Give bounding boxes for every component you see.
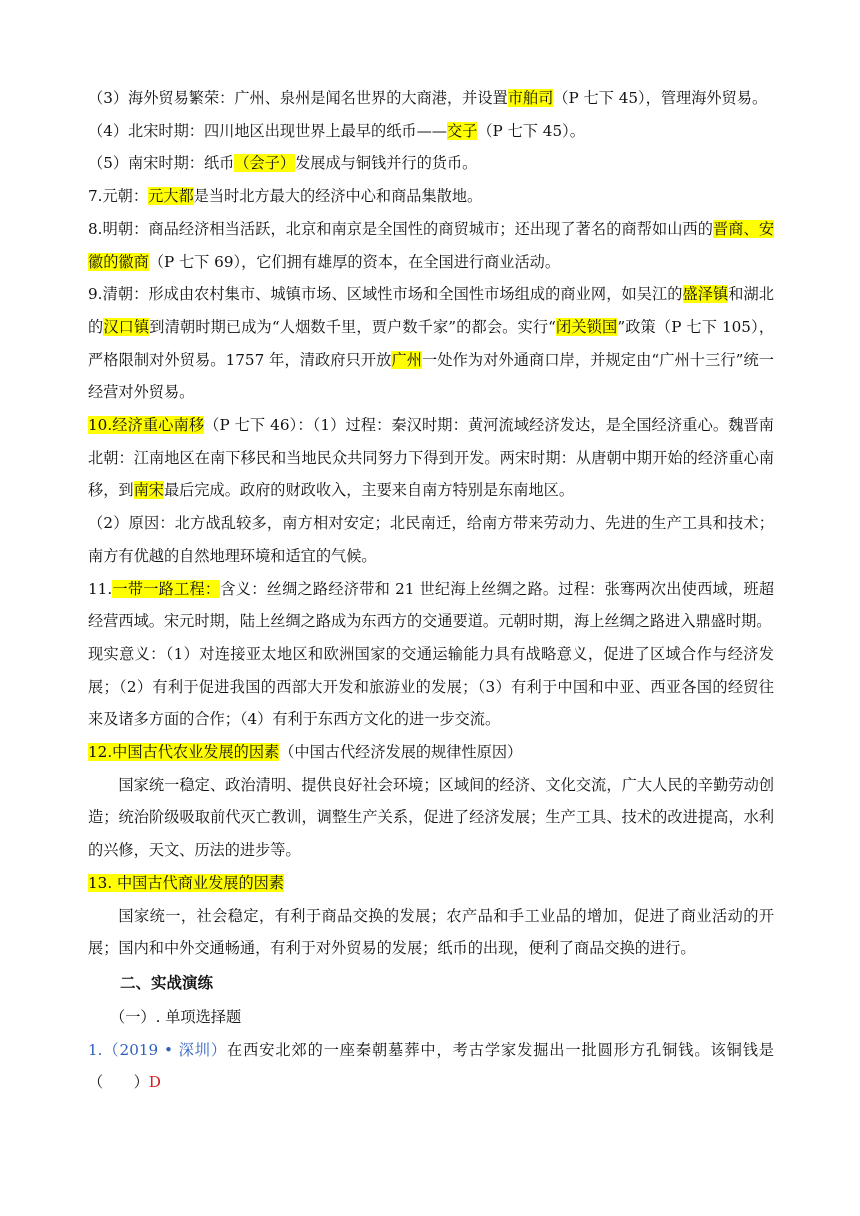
document-page (88, 82, 774, 1099)
highlight-economic-shift-title: 10.经济重心南移 (88, 416, 205, 435)
paragraph-economic-shift: 10.经济重心南移（P 七下 46）：（1）过程：秦汉时期：黄河流域经济发达，是全国经济重心。魏晋南北朝：江南地区在南下移民和当地民众共同努力下得到开发。两宋时期：从唐朝中期开始的经济重心南移，到南宋最后完成。政府的财政收入，主要来自南方特别是东南地区。 (88, 416, 774, 500)
paragraph-belt-road-significance: 现实意义：（1）对连接亚太地区和欧洲国家的交通运输能力具有战略意义，促进了区域合作与经济发展；（2）有利于促进我国的西部大开发和旅游业的发展；（3）有利于中国和中亚、西亚各国的经贸往来及诸多方面的合作；（4）有利于东西方文化的进一步交流。 (88, 644, 774, 729)
highlight-agriculture-title: 12.中国古代农业发展的因素 (88, 743, 280, 762)
highlight-jiaozi: 交子 (446, 121, 478, 140)
question-text: 在西安北郊的一座秦朝墓葬中，考古学家发掘出一批圆形方孔铜钱。该铜钱是（ ） (88, 1040, 774, 1092)
highlight-shengze: 盛泽镇 (682, 285, 729, 304)
paragraph-agriculture-factors: 国家统一稳定、政治清明、提供良好社会环境；区域间的经济、文化交流，广大人民的辛勤劳动创造；统治阶级吸取前代灭亡教训，调整生产关系，促进了经济发展；生产工具、技术的改进提高，水利的兴修，天文、历法的进步等。 (88, 775, 774, 860)
heading-commerce-factors (88, 867, 774, 900)
paragraph-belt-road: 11.一带一路工程：含义：丝绸之路经济带和 21 世纪海上丝绸之路。过程：张骞两次出使西域，班超经营西域。宋元时期，陆上丝绸之路成为东西方的交通要道。元朝时期，海上丝绸之路进入鼎盛时期。 (88, 579, 775, 631)
highlight-commerce-title: 13. 中国古代商业发展的因素 (88, 873, 285, 892)
paragraph-maritime-trade: （3）海外贸易繁荣：广州、泉州是闻名世界的大商港，并设置市舶司（P 七下 45），管理海外贸易。 (88, 89, 768, 107)
highlight-hankou: 汉口镇 (103, 317, 150, 336)
highlight-shibosi: 市舶司 (507, 89, 554, 107)
highlight-southern-song: 南宋 (133, 481, 164, 500)
highlight-closed-door: 闭关锁国 (555, 317, 618, 336)
highlight-belt-road: 一带一路工程： (112, 579, 221, 598)
paragraph-northern-song: （4）北宋时期：四川地区出现世界上最早的纸币——交子（P 七下 45）。 (88, 121, 585, 140)
highlight-merchants: 晋商、安徽的徽商 (88, 219, 775, 271)
highlight-guangzhou: 广州 (391, 350, 423, 369)
paragraph-ming: 8.明朝：商品经济相当活跃，北京和南京是全国性的商贸城市；还出现了著名的商帮如山西的晋商、安徽的徽商（P 七下 69），它们拥有雄厚的资本，在全国进行商业活动。 (88, 219, 775, 271)
highlight-yuan-dadu: 元大都 (148, 187, 194, 206)
question-answer: D (148, 1073, 161, 1092)
highlight-huizi: （会子） (234, 154, 296, 173)
question-1 (88, 1034, 774, 1099)
paragraph-yuan: 7.元朝：元大都是当时北方最大的经济中心和商品集散地。 (88, 187, 483, 206)
paragraph-shift-reasons: （2）原因：北方战乱较多，南方相对安定；北民南迁，给南方带来劳动力、先进的生产工具和技术；南方有优越的自然地理环境和适宜的气候。 (88, 514, 774, 565)
paragraph-commerce-factors: 国家统一，社会稳定，有利于商品交换的发展；农产品和手工业品的增加，促进了商业活动的开展；国内和中外交通畅通，有利于对外贸易的发展；纸币的出现，便利了商品交换的进行。 (88, 906, 774, 958)
paragraph-qing: 9.清朝：形成由农村集市、城镇市场、区域性市场和全国性市场组成的商业网，如吴江的盛泽镇和湖北的汉口镇到清朝时期已成为“人烟数千里，贾户数千家”的都会。实行“闭关锁国”政策（P 七下 105），严格限制对外贸易。1757 年，清政府只开放广州一处作为对外通商口岸，并规定由“广州十三行”统一经营对外贸易。 (88, 285, 775, 402)
section-practice: 二、实战演练 (120, 972, 214, 992)
paragraph-southern-song: （5）南宋时期：纸币（会子）发展成与铜钱并行的货币。 (88, 154, 478, 173)
question-source: 1.（2019 • 深圳） (88, 1040, 227, 1059)
heading-agriculture-factors: 12.中国古代农业发展的因素（中国古代经济发展的规律性原因） (88, 743, 523, 762)
subsection-single-choice: （一）. 单项选择题 (110, 1007, 242, 1026)
